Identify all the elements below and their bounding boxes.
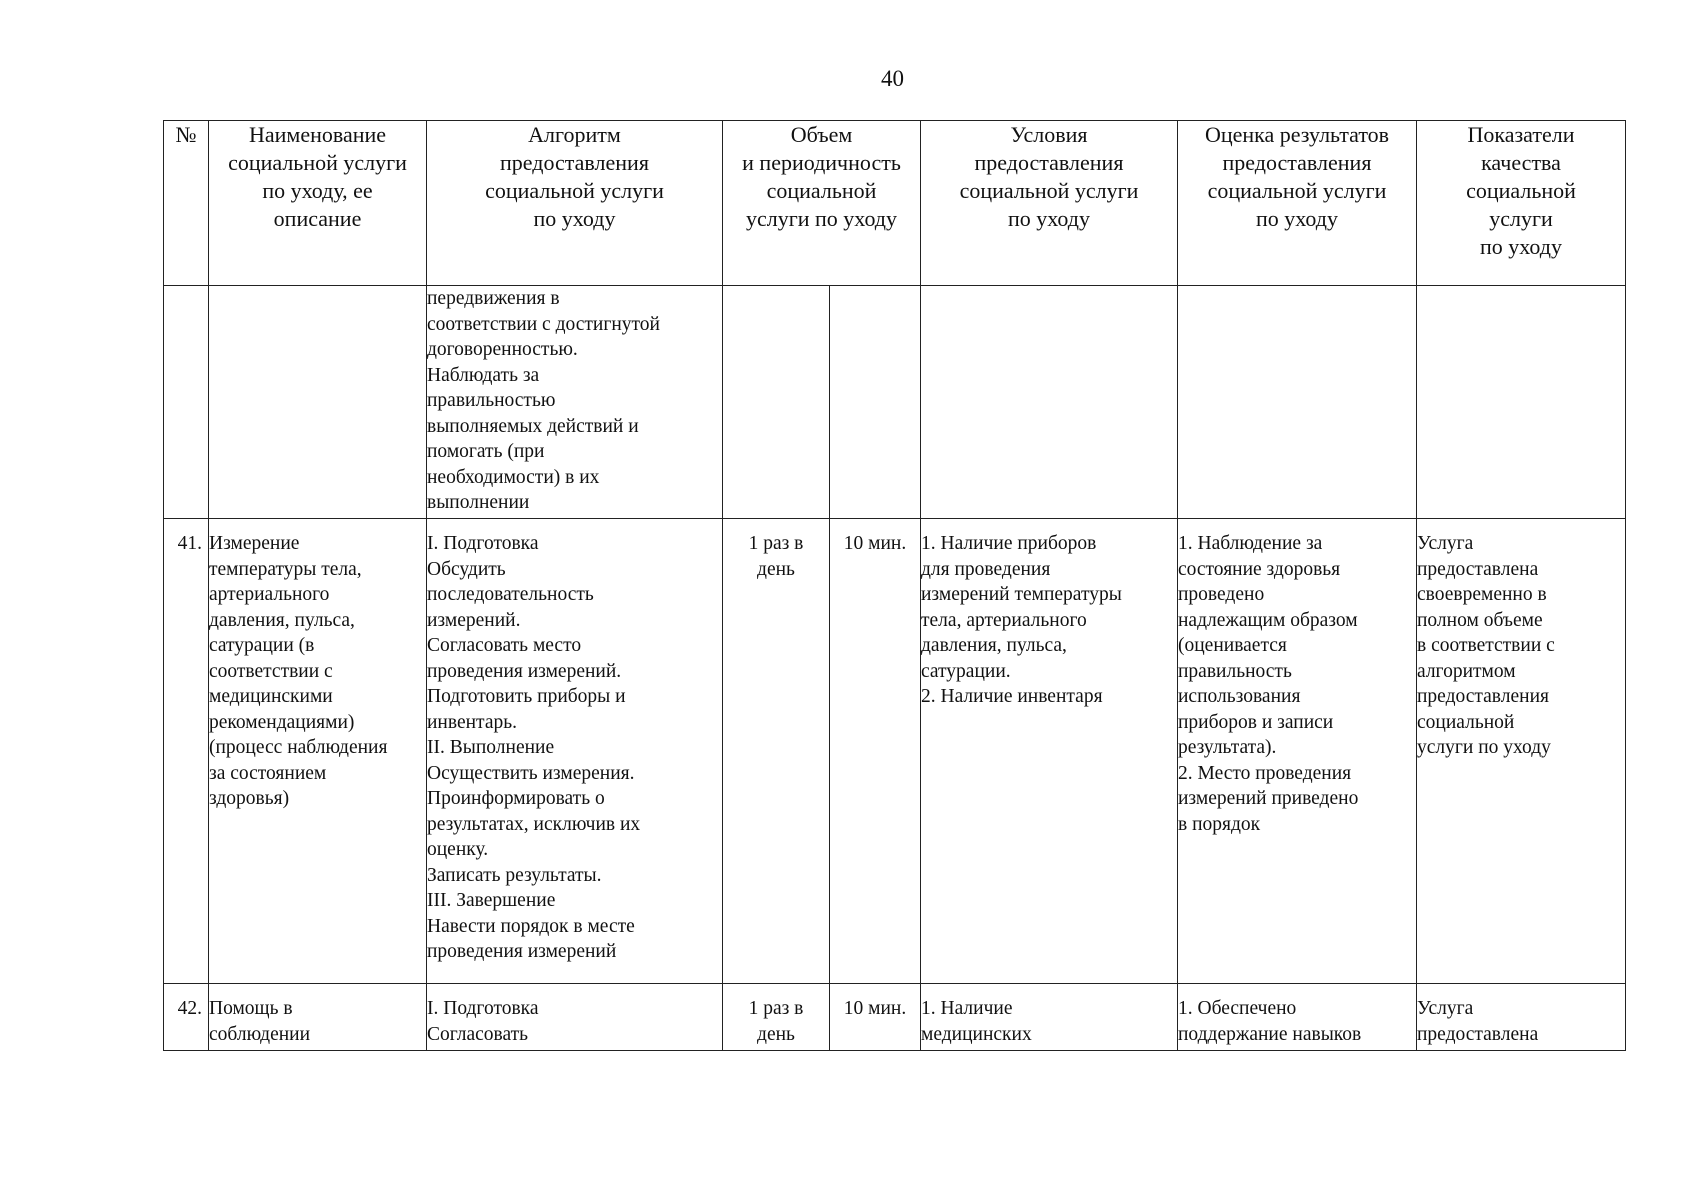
text-line: сатурации (в	[209, 635, 315, 656]
text-line: в порядок	[1178, 813, 1261, 835]
text-line: медицинскими	[209, 686, 333, 707]
cell-quality	[1417, 519, 1626, 984]
cell-frequency	[723, 519, 830, 984]
text-line: приборов и записи	[1178, 711, 1334, 733]
text-line: проведено	[1178, 584, 1265, 605]
cell-service-name	[209, 519, 427, 984]
text-line: измерений приведено	[1178, 788, 1359, 809]
text-line: 1 раз в	[748, 998, 804, 1019]
text-line: инвентарь.	[427, 711, 517, 733]
text-line: необходимости) в их	[427, 466, 600, 488]
text-line: Наблюдать за	[427, 364, 540, 386]
cell-evaluation	[1178, 286, 1417, 519]
text-line: предоставлена	[1417, 558, 1539, 580]
header-evaluation	[1178, 121, 1417, 286]
text-line: социальной услуги	[959, 178, 1139, 203]
header-conditions	[921, 121, 1178, 286]
text-line: давления, пульса,	[921, 635, 1067, 656]
text-line: Услуга	[1417, 533, 1474, 554]
text-line: 2. Место проведения	[1178, 762, 1352, 784]
text-line: за состоянием	[209, 762, 327, 784]
cell-number: 41.	[164, 519, 209, 984]
text-line: I. Подготовка	[427, 998, 539, 1019]
text-line: выполнении	[427, 492, 530, 513]
text-line: Наименование	[248, 122, 387, 147]
cell-number: 42.	[164, 984, 209, 1051]
text-line: соответствии с	[209, 660, 333, 682]
text-line: состояние здоровья	[1178, 558, 1341, 580]
text-line: измерений температуры	[921, 584, 1122, 605]
text-line: (оценивается	[1178, 635, 1287, 656]
cell-algorithm	[427, 984, 723, 1051]
text-line: Осуществить измерения.	[427, 762, 635, 784]
text-line: тела, артериального	[921, 609, 1087, 631]
text-line: 1. Наличие	[921, 998, 1013, 1019]
text-line: день	[757, 558, 795, 580]
cell-service-name	[209, 984, 427, 1051]
cell-conditions	[921, 984, 1178, 1051]
table-header-row	[164, 121, 1626, 286]
text-line: Записать результаты.	[427, 864, 602, 886]
text-line: Оценка результатов	[1204, 122, 1390, 147]
text-line: социальной	[1466, 178, 1576, 203]
text-line: давления, пульса,	[209, 609, 355, 631]
text-line: медицинских	[921, 1023, 1032, 1045]
table-row-41	[164, 519, 1626, 984]
text-line: Объем	[790, 122, 853, 147]
text-line: измерений.	[427, 609, 521, 631]
text-line: предоставления	[974, 150, 1124, 175]
cell-conditions	[921, 286, 1178, 519]
text-line: социальной услуги	[485, 178, 664, 203]
cell-evaluation	[1178, 519, 1417, 984]
text-line: рекомендациями)	[209, 711, 355, 733]
text-line: услуги по уходу	[1417, 737, 1551, 758]
text-line: 1. Наблюдение за	[1178, 533, 1323, 554]
cell-frequency	[723, 286, 830, 519]
text-line: по уходу, ее	[262, 178, 373, 203]
text-line: по уходу	[1480, 234, 1562, 259]
text-line: Навести порядок в месте	[427, 915, 635, 937]
text-line: для проведения	[921, 558, 1051, 580]
text-line: 2. Наличие инвентаря	[921, 686, 1103, 707]
text-line: температуры тела,	[209, 558, 362, 580]
text-line: выполняемых действий и	[427, 415, 639, 437]
text-line: своевременно в	[1417, 584, 1547, 605]
text-line: предоставлена	[1417, 1023, 1539, 1045]
text-line: в соответствии с	[1417, 635, 1555, 656]
header-volume-frequency	[723, 121, 921, 286]
text-line: результатах, исключив их	[427, 813, 641, 835]
text-line: 1 раз в	[748, 533, 804, 554]
text-line: по уходу	[1256, 206, 1338, 231]
text-line: Показатели	[1467, 122, 1575, 147]
text-line: III. Завершение	[427, 890, 556, 911]
text-line: последовательность	[427, 584, 594, 605]
cell-duration: 10 мин.	[830, 984, 921, 1051]
text-line: здоровья)	[209, 788, 290, 809]
cell-frequency	[723, 984, 830, 1051]
text-line: II. Выполнение	[427, 737, 555, 758]
cell-algorithm	[427, 519, 723, 984]
cell-quality	[1417, 984, 1626, 1051]
text-line: Измерение	[209, 533, 300, 554]
text-line: договоренностью.	[427, 339, 578, 360]
text-line: соблюдении	[209, 1023, 311, 1045]
text-line: соответствии с достигнутой	[427, 313, 660, 335]
text-line: полном объеме	[1417, 609, 1543, 631]
text-line: Согласовать место	[427, 635, 582, 656]
header-quality	[1417, 121, 1626, 286]
text-line: Подготовить приборы и	[427, 686, 626, 707]
text-line: Проинформировать о	[427, 788, 605, 809]
text-line: социальной услуги	[228, 150, 407, 175]
text-line: передвижения в	[427, 288, 560, 309]
text-line: описание	[273, 206, 362, 231]
cell-evaluation	[1178, 984, 1417, 1051]
text-line: социальной	[1417, 711, 1515, 733]
text-line: помогать (при	[427, 441, 545, 462]
text-line: Услуга	[1417, 998, 1474, 1019]
text-line: социальной услуги	[1207, 178, 1387, 203]
text-line: предоставления	[500, 150, 649, 175]
text-line: использования	[1178, 686, 1301, 707]
page-number: 40	[881, 66, 904, 91]
text-line: надлежащим образом	[1178, 609, 1358, 631]
cell-algorithm	[427, 286, 723, 519]
cell-conditions	[921, 519, 1178, 984]
text-line: проведения измерений.	[427, 660, 622, 682]
text-line: предоставления	[1222, 150, 1372, 175]
header-service-name	[209, 121, 427, 286]
text-line: I. Подготовка	[427, 533, 539, 554]
table-row-42	[164, 984, 1626, 1051]
text-line: правильность	[1178, 660, 1292, 682]
header-number: №	[164, 121, 209, 286]
text-line: оценку.	[427, 839, 489, 860]
text-line: артериального	[209, 584, 330, 605]
header-algorithm	[427, 121, 723, 286]
text-line: день	[757, 1023, 795, 1045]
text-line: качества	[1481, 150, 1561, 175]
cell-quality	[1417, 286, 1626, 519]
text-line: Обсудить	[427, 558, 506, 580]
text-line: сатурации.	[921, 660, 1011, 682]
text-line: поддержание навыков	[1178, 1023, 1362, 1045]
text-line: Условия	[1010, 122, 1088, 147]
services-table	[163, 120, 1626, 1051]
text-line: 1. Обеспечено	[1178, 998, 1297, 1019]
text-line: услуги по уходу	[745, 206, 898, 231]
text-line: Согласовать	[427, 1023, 529, 1045]
text-line: Алгоритм	[528, 122, 621, 147]
cell-duration	[830, 286, 921, 519]
cell-number	[164, 286, 209, 519]
text-line: результата).	[1178, 737, 1277, 758]
text-line: услуги	[1489, 206, 1553, 231]
cell-service-name	[209, 286, 427, 519]
text-line: 1. Наличие приборов	[921, 533, 1097, 554]
text-line: по уходу	[533, 206, 616, 231]
cell-duration: 10 мин.	[830, 519, 921, 984]
text-line: правильностью	[427, 390, 556, 411]
text-line: предоставления	[1417, 686, 1549, 707]
text-line: алгоритмом	[1417, 660, 1516, 682]
text-line: проведения измерений	[427, 941, 617, 962]
text-line: и периодичность	[742, 150, 901, 175]
text-line: по уходу	[1008, 206, 1090, 231]
text-line: (процесс наблюдения	[209, 737, 388, 758]
table-row-continuation	[164, 286, 1626, 519]
text-line: Помощь в	[209, 998, 293, 1019]
text-line: социальной	[766, 178, 877, 203]
